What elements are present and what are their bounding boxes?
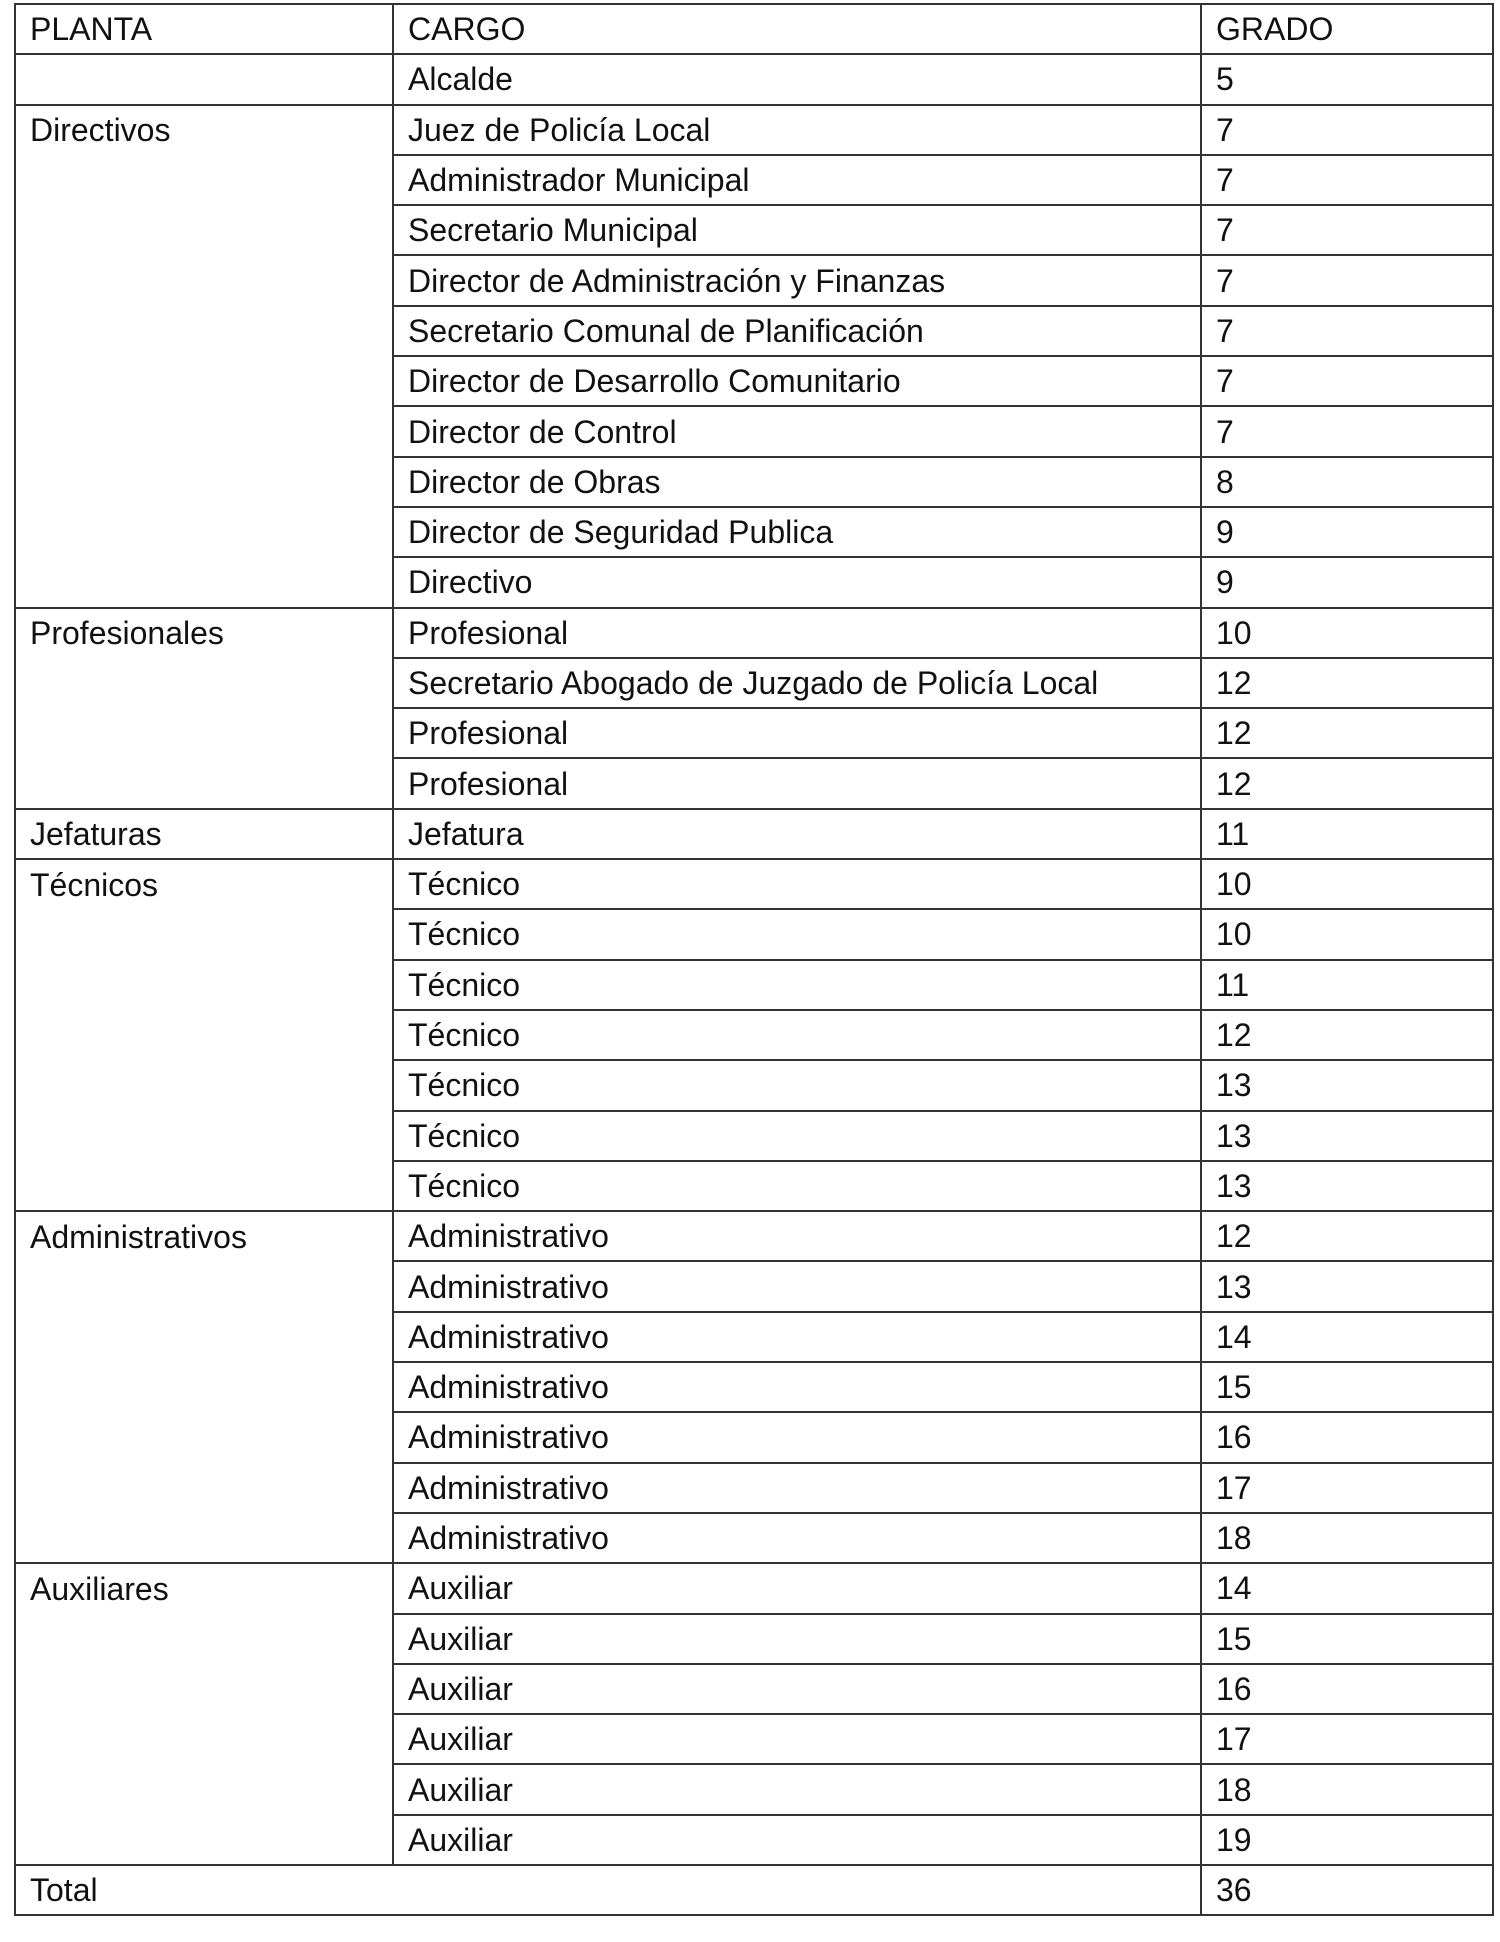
grado-cell: 7 [1201,205,1493,255]
cargo-cell: Director de Obras [393,457,1201,507]
grado-cell: 19 [1201,1815,1493,1865]
table-row [15,608,1493,658]
cargo-cell: Técnico [393,1060,1201,1110]
planta-cell [15,306,393,356]
cargo-cell: Técnico [393,859,1201,909]
total-row [15,1865,1493,1915]
planta-cell [15,758,393,808]
grado-cell: 18 [1201,1764,1493,1814]
planta-cell [15,658,393,708]
planta-cell [15,960,393,1010]
table-row [15,457,1493,507]
cargo-cell: Administrador Municipal [393,155,1201,205]
table-row [15,909,1493,959]
grado-cell: 8 [1201,457,1493,507]
grado-cell: 10 [1201,859,1493,909]
grado-cell: 12 [1201,758,1493,808]
grado-cell: 18 [1201,1513,1493,1563]
table-row [15,1764,1493,1814]
table-row [15,859,1493,909]
planta-cell [15,155,393,205]
table-row [15,809,1493,859]
cargo-cell: Alcalde [393,54,1201,104]
grado-cell: 16 [1201,1412,1493,1462]
planta-cell [15,1463,393,1513]
cargo-cell: Profesional [393,708,1201,758]
table-row [15,1312,1493,1362]
grado-cell: 13 [1201,1261,1493,1311]
cargo-cell: Técnico [393,1111,1201,1161]
planta-cell [15,1412,393,1462]
table-row [15,1463,1493,1513]
cargo-cell: Auxiliar [393,1664,1201,1714]
cargo-cell: Secretario Comunal de Planificación [393,306,1201,356]
cargo-cell: Profesional [393,758,1201,808]
planta-cell [15,1764,393,1814]
planta-cell [15,1614,393,1664]
cargo-cell: Directivo [393,557,1201,607]
cargo-cell: Técnico [393,960,1201,1010]
cargo-cell: Jefatura [393,809,1201,859]
cargo-cell: Secretario Abogado de Juzgado de Policía Local [393,658,1201,708]
cargo-cell: Profesional [393,608,1201,658]
table-row [15,1060,1493,1110]
grado-cell: 7 [1201,406,1493,456]
table-row [15,658,1493,708]
table-row [15,708,1493,758]
cargo-cell: Administrativo [393,1463,1201,1513]
planta-cell: Auxiliares [15,1563,393,1613]
planta-cell [15,406,393,456]
table-row [15,1010,1493,1060]
grado-cell: 5 [1201,54,1493,104]
cargo-cell: Técnico [393,1010,1201,1060]
table-row [15,1211,1493,1261]
cargo-cell: Auxiliar [393,1815,1201,1865]
planta-cell [15,1714,393,1764]
table-row [15,1161,1493,1211]
grado-cell: 7 [1201,356,1493,406]
table-row [15,507,1493,557]
table-row [15,758,1493,808]
grado-cell: 12 [1201,1211,1493,1261]
cargo-cell: Juez de Policía Local [393,105,1201,155]
cargo-cell: Secretario Municipal [393,205,1201,255]
cargo-cell: Auxiliar [393,1714,1201,1764]
grado-cell: 7 [1201,306,1493,356]
table-row [15,356,1493,406]
planta-cell [15,356,393,406]
header-cargo: CARGO [393,4,1201,54]
cargo-cell: Auxiliar [393,1764,1201,1814]
cargo-cell: Administrativo [393,1513,1201,1563]
planta-cell: Técnicos [15,859,393,909]
cargo-cell: Auxiliar [393,1614,1201,1664]
planta-cell [15,1060,393,1110]
grado-cell: 9 [1201,557,1493,607]
grado-cell: 12 [1201,658,1493,708]
planta-cell: Profesionales [15,608,393,658]
cargo-cell: Administrativo [393,1312,1201,1362]
planta-cargo-table [14,3,1494,1916]
planta-cell [15,205,393,255]
planta-cell [15,708,393,758]
planta-cell: Jefaturas [15,809,393,859]
table-row [15,1362,1493,1412]
grado-cell: 16 [1201,1664,1493,1714]
planta-cell: Directivos [15,105,393,155]
cargo-cell: Técnico [393,1161,1201,1211]
grado-cell: 15 [1201,1614,1493,1664]
grado-cell: 13 [1201,1161,1493,1211]
grado-cell: 14 [1201,1312,1493,1362]
planta-cell [15,557,393,607]
grado-cell: 17 [1201,1714,1493,1764]
planta-cell [15,1664,393,1714]
planta-cell [15,1312,393,1362]
cargo-cell: Auxiliar [393,1563,1201,1613]
planta-cell [15,507,393,557]
grado-cell: 13 [1201,1060,1493,1110]
planta-cell [15,1161,393,1211]
table-row [15,960,1493,1010]
cargo-cell: Director de Administración y Finanzas [393,255,1201,305]
header-row [15,4,1493,54]
grado-cell: 9 [1201,507,1493,557]
planta-cell [15,1362,393,1412]
grado-cell: 12 [1201,708,1493,758]
planta-cell [15,54,393,104]
grado-cell: 11 [1201,960,1493,1010]
cargo-cell: Director de Seguridad Publica [393,507,1201,557]
header-grado: GRADO [1201,4,1493,54]
table-row [15,155,1493,205]
cargo-cell: Administrativo [393,1362,1201,1412]
grado-cell: 11 [1201,809,1493,859]
table-row [15,1714,1493,1764]
cargo-cell: Técnico [393,909,1201,959]
table-row [15,306,1493,356]
planta-cell [15,1010,393,1060]
table-row [15,406,1493,456]
total-value: 36 [1201,1865,1493,1915]
cargo-cell: Director de Desarrollo Comunitario [393,356,1201,406]
grado-cell: 7 [1201,255,1493,305]
grado-cell: 14 [1201,1563,1493,1613]
table-row [15,557,1493,607]
grado-cell: 10 [1201,608,1493,658]
table-row [15,1563,1493,1613]
grado-cell: 7 [1201,155,1493,205]
grado-cell: 7 [1201,105,1493,155]
grado-cell: 12 [1201,1010,1493,1060]
table-row [15,1261,1493,1311]
planta-cell [15,457,393,507]
cargo-cell: Administrativo [393,1261,1201,1311]
table-row [15,205,1493,255]
table-row [15,1513,1493,1563]
planta-cell [15,1111,393,1161]
table-row [15,255,1493,305]
cargo-cell: Administrativo [393,1211,1201,1261]
planta-cell [15,909,393,959]
planta-cell: Administrativos [15,1211,393,1261]
planta-cell [15,1815,393,1865]
planta-cell [15,1261,393,1311]
table-row [15,54,1493,104]
table-row [15,1614,1493,1664]
table-row [15,1412,1493,1462]
grado-cell: 13 [1201,1111,1493,1161]
grado-cell: 15 [1201,1362,1493,1412]
grado-cell: 17 [1201,1463,1493,1513]
cargo-cell: Administrativo [393,1412,1201,1462]
table-row [15,1111,1493,1161]
header-planta: PLANTA [15,4,393,54]
cargo-cell: Director de Control [393,406,1201,456]
grado-cell: 10 [1201,909,1493,959]
planta-cell [15,1513,393,1563]
total-label: Total [15,1865,1201,1915]
table-row [15,1815,1493,1865]
planta-cell [15,255,393,305]
table-row [15,105,1493,155]
table-row [15,1664,1493,1714]
